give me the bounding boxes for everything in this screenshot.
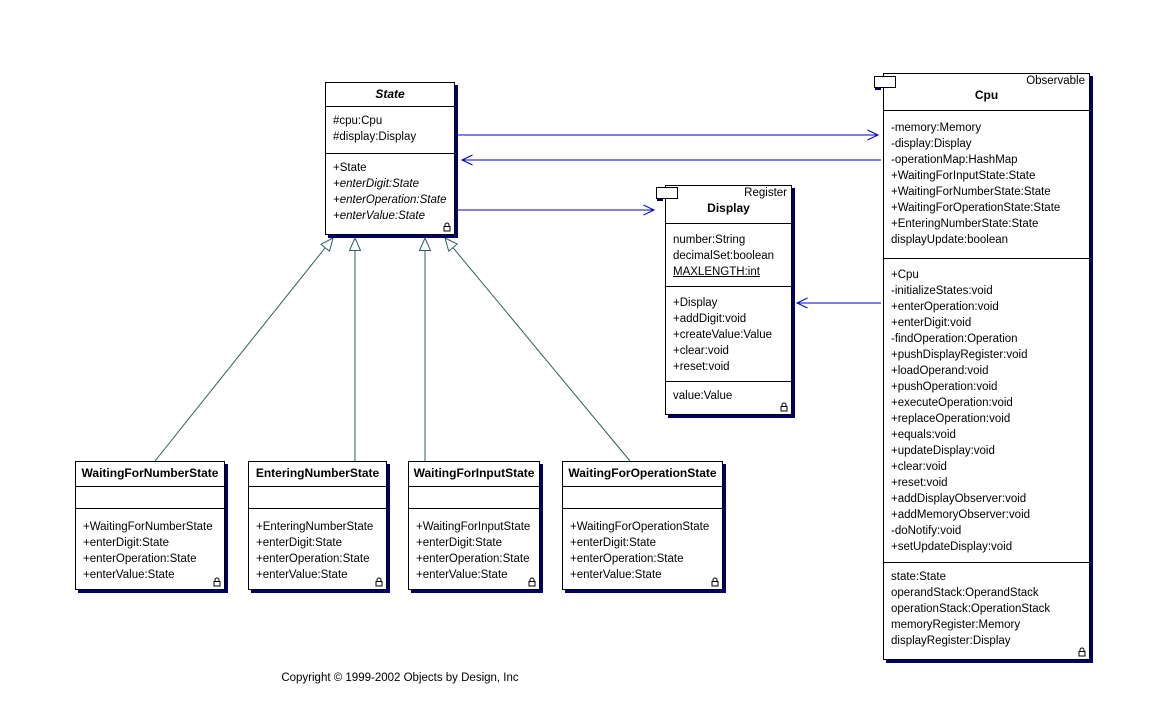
member-line: number:String	[673, 234, 746, 246]
generalization-waitingfornumberstate-to-state	[155, 238, 333, 461]
member-line: +enterOperation:State	[333, 194, 447, 206]
fields-section-cpu	[884, 562, 1089, 659]
methods-section-display	[666, 286, 791, 381]
class-box-waitingforinputstate	[408, 461, 540, 590]
member-line: +clear:void	[891, 461, 947, 473]
lock-icon	[528, 577, 536, 587]
class-box-cpu	[883, 73, 1090, 660]
member-line: +updateDisplay:void	[891, 445, 995, 457]
tab-icon-cpu	[874, 76, 896, 88]
attributes-section-enteringnumberstate	[249, 486, 386, 508]
member-line: +enterOperation:State	[416, 553, 530, 565]
member-line: +enterValue:State	[256, 569, 348, 581]
member-line: +enterValue:State	[333, 210, 425, 222]
lock-icon	[780, 402, 788, 412]
member-line: -doNotify:void	[891, 525, 962, 537]
member-line: value:Value	[673, 390, 733, 402]
member-line: +Cpu	[891, 269, 919, 281]
member-line: +enterDigit:State	[416, 537, 502, 549]
member-line: displayUpdate:boolean	[891, 234, 1009, 246]
class-title-enteringnumberstate: EnteringNumberState	[255, 466, 380, 480]
member-line: +enterOperation:State	[256, 553, 370, 565]
member-line: +replaceOperation:void	[891, 413, 1011, 425]
member-line: #display:Display	[333, 131, 417, 143]
member-line: +WaitingForNumberState:State	[891, 186, 1051, 198]
member-line: MAXLENGTH:int	[673, 266, 760, 278]
class-box-waitingforoperationstate	[562, 461, 723, 590]
lock-icon	[443, 222, 451, 232]
methods-section-cpu	[884, 258, 1089, 562]
attributes-section-state	[326, 106, 454, 153]
methods-section-waitingforinputstate	[409, 508, 539, 589]
member-line: +WaitingForInputState:State	[891, 170, 1036, 182]
class-box-display	[665, 185, 792, 415]
member-line: +enterDigit:State	[256, 537, 342, 549]
class-title-waitingforinputstate: WaitingForInputState	[413, 466, 535, 480]
stereotype-register: Register	[744, 187, 787, 199]
member-line: +pushDisplayRegister:void	[891, 349, 1028, 361]
class-title-waitingfornumberstate: WaitingForNumberState	[81, 466, 219, 480]
attributes-section-cpu	[884, 110, 1089, 258]
member-line: +enterValue:State	[570, 569, 662, 581]
lock-icon	[711, 577, 719, 587]
class-title-cpu: Cpu	[974, 88, 999, 102]
member-line: +WaitingForNumberState	[83, 521, 213, 533]
class-title-state: State	[375, 87, 405, 101]
class-box-state	[325, 82, 455, 235]
member-line: +EnteringNumberState:State	[891, 218, 1039, 230]
generalization-waitingforoperationstate-to-state	[445, 238, 630, 461]
methods-section-waitingfornumberstate	[76, 508, 224, 589]
member-line: #cpu:Cpu	[333, 115, 383, 127]
member-line: +setUpdateDisplay:void	[891, 541, 1013, 553]
member-line: decimalSet:boolean	[673, 250, 775, 262]
attributes-section-waitingfornumberstate	[76, 486, 224, 508]
class-title-waitingforoperationstate: WaitingForOperationState	[568, 466, 717, 480]
fields-section-display	[666, 381, 791, 414]
lock-icon	[1078, 647, 1086, 657]
member-line: +enterOperation:void	[891, 301, 999, 313]
member-line: +EnteringNumberState	[256, 521, 374, 533]
stereotype-observable: Observable	[1026, 75, 1085, 87]
attributes-section-waitingforinputstate	[409, 486, 539, 508]
member-line: +enterValue:State	[416, 569, 508, 581]
methods-section-state	[326, 153, 454, 234]
tab-icon-display	[656, 187, 678, 199]
copyright-text: Copyright © 1999-2002 Objects by Design, Inc	[281, 672, 519, 684]
member-line: -initializeStates:void	[891, 285, 993, 297]
member-line: +loadOperand:void	[891, 365, 989, 377]
class-box-waitingfornumberstate	[75, 461, 225, 590]
member-line: +enterOperation:State	[83, 553, 197, 565]
member-line: +enterValue:State	[83, 569, 175, 581]
member-line: +WaitingForInputState	[416, 521, 531, 533]
member-line: +reset:void	[673, 361, 730, 373]
member-line: +WaitingForOperationState	[570, 521, 710, 533]
member-line: displayRegister:Display	[891, 635, 1011, 647]
member-line: +addMemoryObserver:void	[891, 509, 1031, 521]
member-line: operationStack:OperationStack	[891, 603, 1051, 615]
member-line: +enterDigit:State	[83, 537, 169, 549]
class-title-display: Display	[707, 201, 750, 215]
member-line: state:State	[891, 571, 946, 583]
member-line: -findOperation:Operation	[891, 333, 1018, 345]
member-line: +equals:void	[891, 429, 956, 441]
member-line: +enterDigit:State	[570, 537, 656, 549]
member-line: +createValue:Value	[673, 329, 772, 341]
member-line: +State	[333, 162, 367, 174]
member-line: +WaitingForOperationState:State	[891, 202, 1061, 214]
member-line: +addDigit:void	[673, 313, 747, 325]
member-line: +clear:void	[673, 345, 729, 357]
member-line: +enterDigit:void	[891, 317, 972, 329]
member-line: -display:Display	[891, 138, 972, 150]
member-line: +enterOperation:State	[570, 553, 684, 565]
member-line: operandStack:OperandStack	[891, 587, 1039, 599]
lock-icon	[213, 577, 221, 587]
methods-section-enteringnumberstate	[249, 508, 386, 589]
member-line: -memory:Memory	[891, 122, 982, 134]
member-line: +pushOperation:void	[891, 381, 998, 393]
class-box-enteringnumberstate	[248, 461, 387, 590]
attributes-section-waitingforoperationstate	[563, 486, 722, 508]
member-line: -operationMap:HashMap	[891, 154, 1018, 166]
member-line: +executeOperation:void	[891, 397, 1013, 409]
member-line: +Display	[673, 297, 718, 309]
member-line: +enterDigit:State	[333, 178, 419, 190]
member-line: memoryRegister:Memory	[891, 619, 1021, 631]
member-line: +reset:void	[891, 477, 948, 489]
member-line: +addDisplayObserver:void	[891, 493, 1027, 505]
methods-section-waitingforoperationstate	[563, 508, 722, 589]
attributes-section-display	[666, 223, 791, 286]
lock-icon	[375, 577, 383, 587]
